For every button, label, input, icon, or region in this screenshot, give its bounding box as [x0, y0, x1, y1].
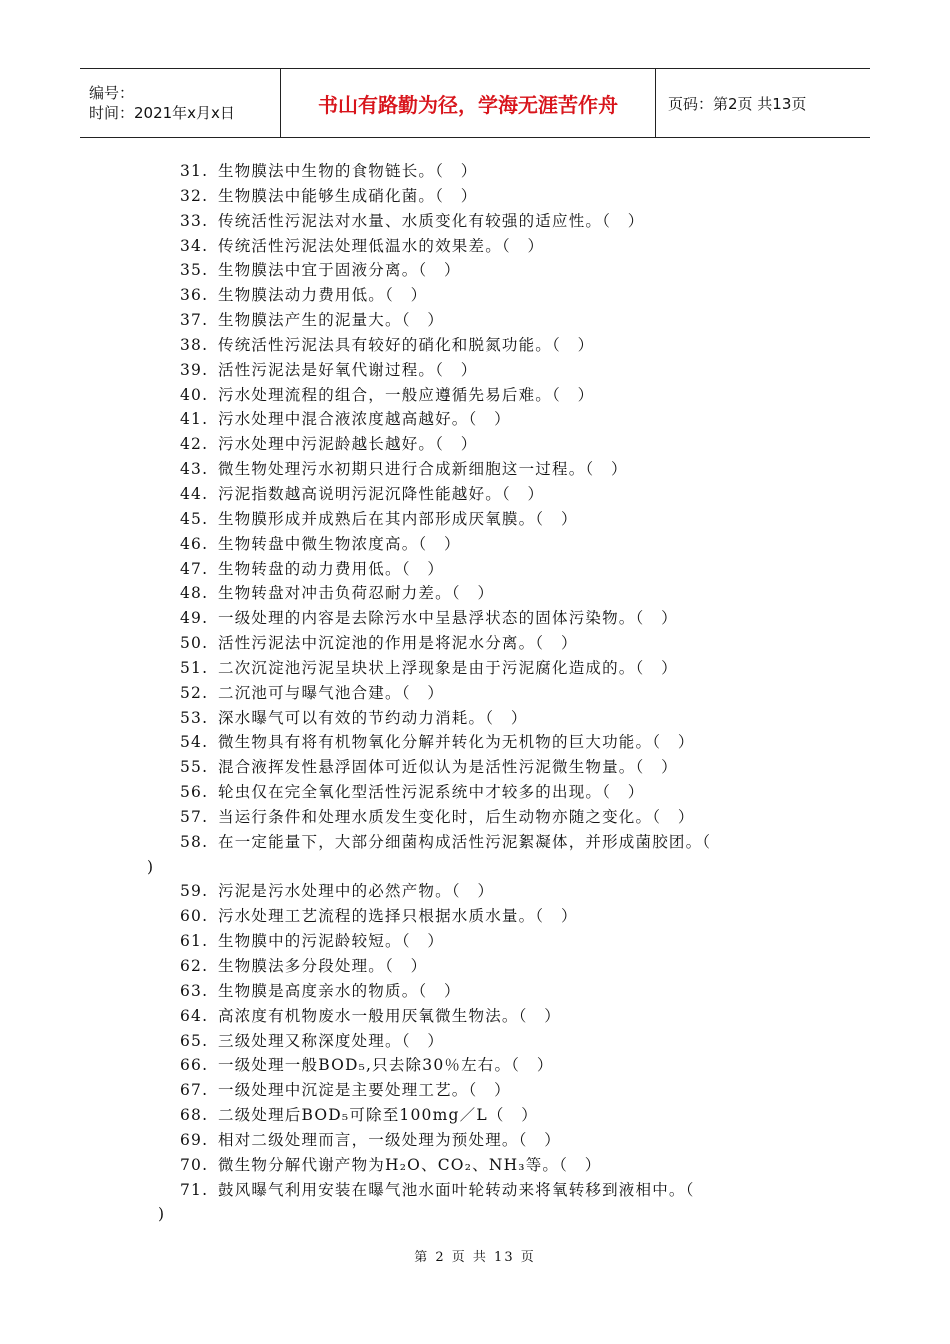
question-continuation: ): [158, 1205, 165, 1224]
question-number: 47.: [180, 559, 209, 578]
question-item: [0, 1029, 950, 1054]
question-item: [0, 308, 950, 333]
question-text: 生物膜法中生物的食物链长。（ ）: [218, 162, 478, 180]
question-item: [0, 1153, 950, 1178]
question-text: 污水处理中污泥龄越长越好。（ ）: [218, 435, 478, 454]
question-number: 65.: [180, 1031, 209, 1050]
question-text: 生物膜法产生的泥量大。（ ）: [218, 311, 445, 330]
doc-code-label: 编号：: [89, 84, 135, 102]
question-text: 生物膜是高度亲水的物质。（ ）: [218, 981, 461, 1000]
question-number: 71.: [180, 1180, 209, 1199]
question-number: 62.: [180, 957, 209, 975]
question-item: [0, 432, 950, 457]
question-number: 64.: [180, 1006, 209, 1025]
question-number: 63.: [180, 981, 209, 1000]
question-text: 污泥指数越高说明污泥沉降性能越好。（ ）: [218, 484, 545, 503]
question-item: [0, 681, 950, 706]
question-item: [0, 532, 950, 557]
question-number: 32.: [180, 186, 209, 205]
question-text: 污水处理流程的组合，一般应遵循先易后难。（ ）: [218, 385, 595, 404]
question-item: [0, 730, 950, 755]
page-header: [80, 68, 870, 138]
question-number: 43.: [180, 460, 209, 479]
question-number: 69.: [180, 1130, 209, 1149]
question-item: [0, 755, 950, 780]
question-item: [0, 581, 950, 606]
question-text: 传统活性污泥法对水量、水质变化有较强的适应性。（ ）: [218, 211, 645, 230]
question-text: 三级处理又称深度处理。（ ）: [218, 1031, 445, 1050]
question-number: 55.: [180, 758, 209, 777]
question-item: [0, 1103, 950, 1128]
question-text: 二级处理后BOD₅可除至100mg／L（ ）: [218, 1106, 538, 1125]
question-number: 42.: [180, 435, 209, 454]
question-text: 活性污泥法中沉淀池的作用是将泥水分离。（ ）: [218, 634, 578, 653]
question-number: 66.: [180, 1056, 209, 1075]
question-item: [0, 656, 950, 681]
question-text: 在一定能量下，大部分细菌构成活性污泥絮凝体，并形成菌胶团。（: [218, 832, 712, 851]
question-number: 53.: [180, 708, 209, 727]
question-item: [0, 457, 950, 482]
question-number: 59.: [180, 882, 209, 901]
question-number: 45.: [180, 509, 209, 528]
question-number: 31.: [180, 162, 209, 180]
question-number: 46.: [180, 534, 209, 553]
question-item: [0, 507, 950, 532]
question-item: [0, 557, 950, 582]
question-number: 38.: [180, 335, 209, 354]
question-text: 一级处理的内容是去除污水中呈悬浮状态的固体污染物。（ ）: [218, 609, 678, 628]
question-number: 39.: [180, 360, 209, 379]
question-text: 深水曝气可以有效的节约动力消耗。（ ）: [218, 708, 528, 727]
question-text: 生物转盘中微生物浓度高。（ ）: [218, 534, 461, 553]
question-text: 生物转盘对冲击负荷忍耐力差。（ ）: [218, 584, 495, 603]
question-text: 相对二级处理而言，一级处理为预处理。（ ）: [218, 1130, 561, 1149]
question-item: [0, 631, 950, 656]
question-item: [0, 904, 950, 929]
question-number: 67.: [180, 1081, 209, 1100]
header-motto: 书山有路勤为径，学海无涯苦作舟: [280, 69, 656, 137]
question-item: [0, 706, 950, 731]
question-item: [0, 482, 950, 507]
question-text: 污水处理工艺流程的选择只根据水质水量。（ ）: [218, 907, 578, 926]
question-number: 44.: [180, 484, 209, 503]
question-text: 活性污泥法是好氧代谢过程。（ ）: [218, 360, 478, 379]
question-number: 51.: [180, 658, 209, 677]
question-item: [0, 1053, 950, 1078]
question-item: [0, 805, 950, 830]
question-text: 生物膜中的污泥龄较短。（ ）: [218, 932, 445, 951]
question-item: [0, 383, 950, 408]
question-number: 70.: [180, 1155, 209, 1174]
question-text: 高浓度有机物废水一般用厌氧微生物法。（ ）: [218, 1006, 561, 1025]
question-number: 40.: [180, 385, 209, 404]
question-text: 传统活性污泥法处理低温水的效果差。（ ）: [218, 236, 545, 255]
question-number: 52.: [180, 683, 209, 702]
question-text: 一级处理中沉淀是主要处理工艺。（ ）: [218, 1081, 511, 1100]
question-item: [0, 333, 950, 358]
question-item: [0, 358, 950, 383]
question-number: 36.: [180, 286, 209, 305]
question-text: 生物膜法中能够生成硝化菌。（ ）: [218, 186, 478, 205]
question-item: [0, 1004, 950, 1029]
question-item: [0, 258, 950, 283]
question-item: [0, 954, 950, 979]
doc-date-label: 时间：2021年x月x日: [89, 104, 235, 122]
question-number: 37.: [180, 311, 209, 330]
page-footer: 第 2 页 共 13 页: [414, 1250, 536, 1265]
question-number: 33.: [180, 211, 209, 230]
question-number: 35.: [180, 261, 209, 280]
question-item: [0, 929, 950, 954]
question-text: 传统活性污泥法具有较好的硝化和脱氮功能。（ ）: [218, 335, 595, 354]
question-text: 生物转盘的动力费用低。（ ）: [218, 559, 445, 578]
question-text: 二沉池可与曝气池合建。（ ）: [218, 683, 445, 702]
question-item: [0, 234, 950, 259]
question-item: [0, 159, 950, 184]
question-text: 鼓风曝气利用安装在曝气池水面叶轮转动来将氧转移到液相中。（: [218, 1180, 695, 1199]
question-item: [0, 407, 950, 432]
question-item: [0, 879, 950, 904]
question-number: 56.: [180, 783, 209, 802]
question-number: 49.: [180, 609, 209, 628]
question-text: 生物膜法中宜于固液分离。（ ）: [218, 261, 461, 280]
question-text: 生物膜法动力费用低。（ ）: [218, 286, 428, 305]
question-item: [0, 1128, 950, 1153]
question-list: [0, 159, 950, 1227]
question-text: 微生物分解代谢产物为H₂O、CO₂、NH₃等。（ ）: [218, 1155, 602, 1174]
question-item: [0, 830, 950, 855]
question-text: 污水处理中混合液浓度越高越好。（ ）: [218, 410, 511, 429]
question-text: 生物膜形成并成熟后在其内部形成厌氧膜。（ ）: [218, 509, 578, 528]
question-text: 微生物具有将有机物氧化分解并转化为无机物的巨大功能。（ ）: [218, 733, 695, 752]
question-number: 60.: [180, 907, 209, 926]
question-number: 48.: [180, 584, 209, 603]
question-item: [0, 780, 950, 805]
header-page-info: 页码：第2页 共13页: [668, 94, 807, 113]
question-text: 生物膜法多分段处理。（ ）: [218, 957, 428, 975]
question-item: [0, 209, 950, 234]
question-item: [0, 184, 950, 209]
question-number: 54.: [180, 733, 209, 752]
header-meta: [80, 69, 280, 137]
question-item: [0, 283, 950, 308]
question-number: 57.: [180, 807, 209, 826]
question-text: 轮虫仅在完全氧化型活性污泥系统中才较多的出现。（ ）: [218, 783, 645, 802]
question-item: [0, 979, 950, 1004]
question-number: 50.: [180, 634, 209, 653]
question-number: 61.: [180, 932, 209, 951]
question-continuation: ): [147, 857, 154, 876]
question-number: 58.: [180, 832, 209, 851]
question-number: 68.: [180, 1106, 209, 1125]
question-number: 41.: [180, 410, 209, 429]
question-item: [0, 606, 950, 631]
question-text: 二次沉淀池污泥呈块状上浮现象是由于污泥腐化造成的。（ ）: [218, 658, 678, 677]
question-text: 一级处理一般BOD₅,只去除30％左右。（ ）: [218, 1056, 554, 1075]
question-item: [0, 1178, 950, 1203]
question-text: 当运行条件和处理水质发生变化时，后生动物亦随之变化。（ ）: [218, 807, 695, 826]
question-item: [0, 1078, 950, 1103]
question-number: 34.: [180, 236, 209, 255]
question-text: 混合液挥发性悬浮固体可近似认为是活性污泥微生物量。（ ）: [218, 758, 678, 777]
question-text: 微生物处理污水初期只进行合成新细胞这一过程。（ ）: [218, 460, 628, 479]
question-text: 污泥是污水处理中的必然产物。（ ）: [218, 882, 495, 901]
